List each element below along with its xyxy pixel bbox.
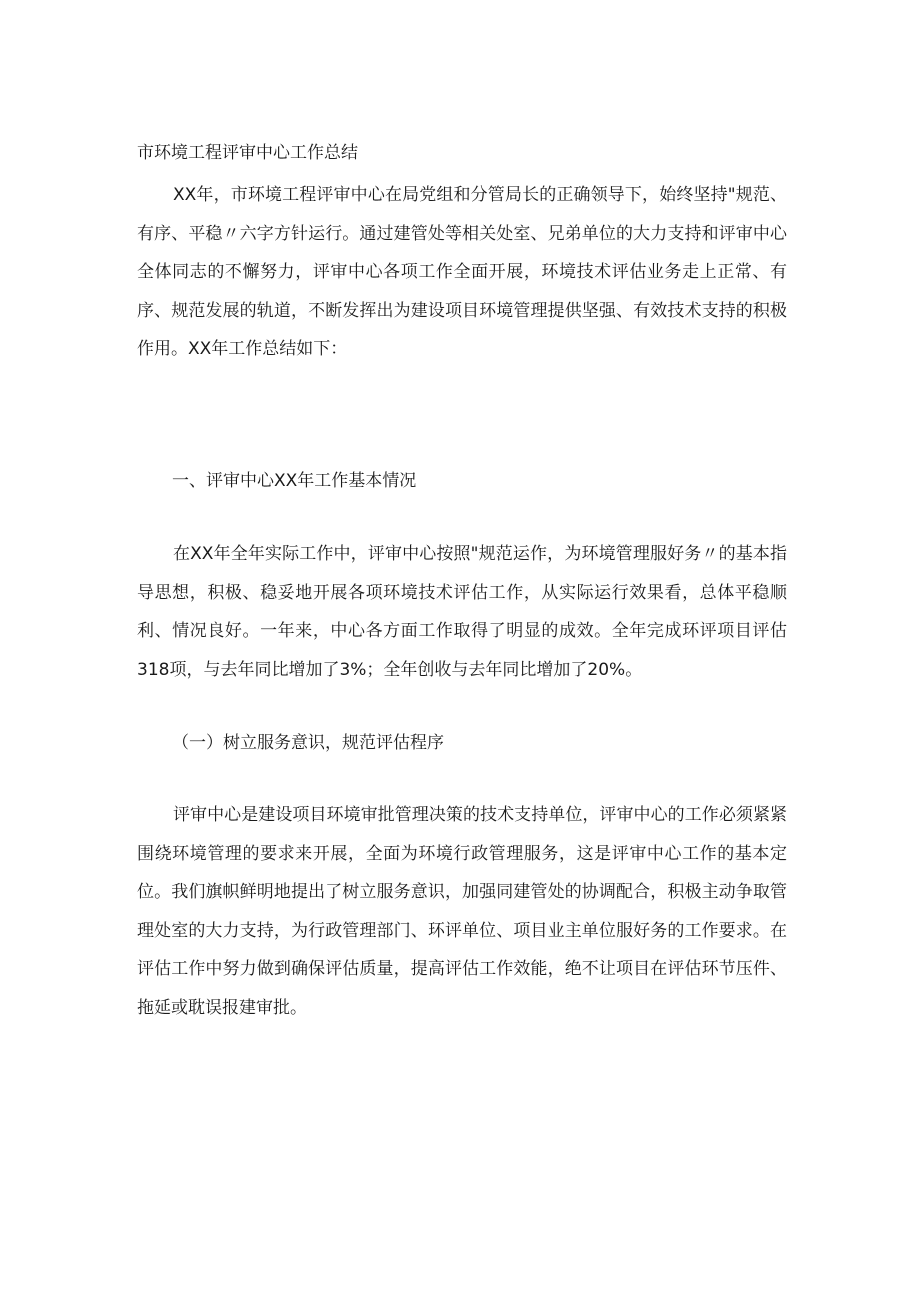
section-heading-1: 一、评审中心XX年工作基本情况 bbox=[172, 471, 417, 491]
paragraph-overview: 在XX年全年实际工作中，评审中心按照"规范运作，为环境管理服好务〃的基本指导思想，积极、稳妥地开展各项环境技术评估工作，从实际运行效果看，总体平稳顺利、情况良好。一年来，中心各方面工作取得了明显的成效。全年完成环评项目评估318项，与去年同比增加了3%；全年创收与去年同比增加了20%。 bbox=[137, 544, 787, 680]
paragraph-intro: XX年，市环境工程评审中心在局党组和分管局长的正确领导下，始终坚持"规范、有序、平稳〃六字方针运行。通过建管处等相关处室、兄弟单位的大力支持和评审中心全体同志的不懈努力，评审中心各项工作全面开展，环境技术评估业务走上正常、有序、规范发展的轨道，不断发挥出为建设项目环境管理提供坚强、有效技术支持的积极作用。XX年工作总结如下： bbox=[137, 185, 787, 359]
subsection-heading-1: （一）树立服务意识，规范评估程序 bbox=[172, 733, 444, 753]
document-title: 市环境工程评审中心工作总结 bbox=[137, 143, 358, 163]
paragraph-service: 评审中心是建设项目环境审批管理决策的技术支持单位，评审中心的工作必须紧紧围绕环境管理的要求来开展，全面为环境行政管理服务，这是评审中心工作的基本定位。我们旗帜鲜明地提出了树立服务意识，加强同建管处的协调配合，积极主动争取管理处室的大力支持，为行政管理部门、环评单位、项目业主单位服好务的工作要求。在评估工作中努力做到确保评估质量，提高评估工作效能，绝不让项目在评估环节压件、拖延或耽误报建审批。 bbox=[137, 805, 787, 1018]
